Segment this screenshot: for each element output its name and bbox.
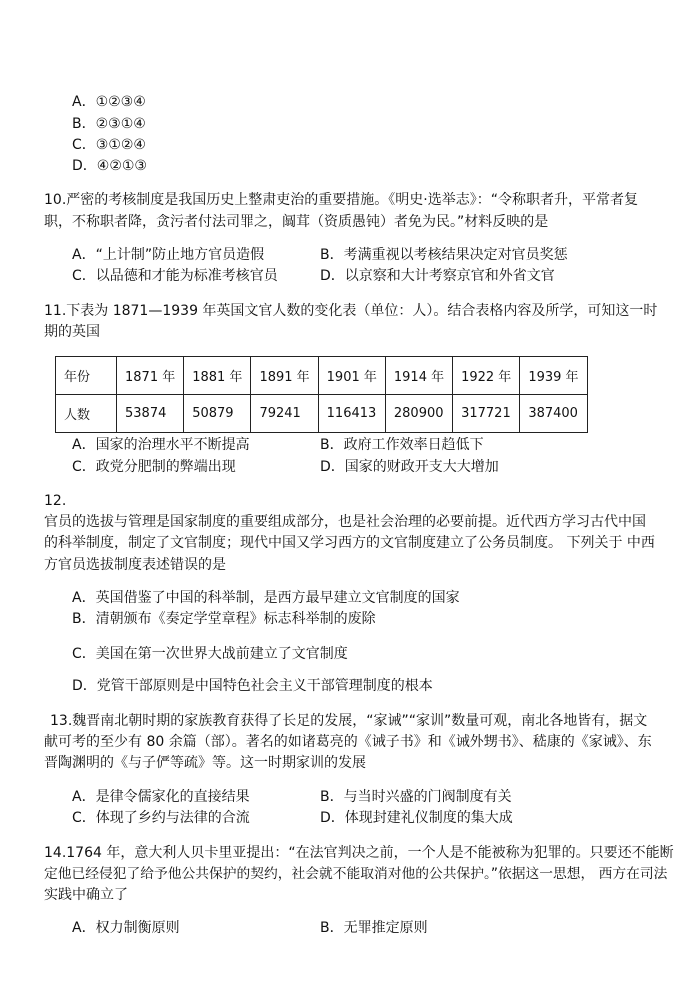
table-cell-count: 50879: [184, 395, 251, 433]
q13-option-c: C．体现了乡约与法律的合流: [72, 810, 250, 826]
table-row-counts: [56, 395, 588, 433]
table-cell-year: 1901 年: [318, 357, 385, 395]
q12-option-a: A．英国借鉴了中国的科举制，是西方最早建立文官制度的国家: [72, 590, 460, 606]
q10-stem-line1: 10.严密的考核制度是我国历史上整肃吏治的重要措施。《明史·选举志》：“令称职者升，平常者复: [44, 192, 638, 208]
q14-option-b: B．无罪推定原则: [320, 920, 428, 936]
table-cell-count: 116413: [318, 395, 385, 433]
table-cell-year: 1881 年: [184, 357, 251, 395]
q12-option-d: D．党管干部原则是中国特色社会主义干部管理制度的根本: [72, 678, 433, 694]
q12-option-b: B．清朝颁布《奏定学堂章程》标志科举制的废除: [72, 611, 376, 627]
civil-servant-table: [55, 356, 588, 433]
q10-option-a: A．“上计制”防止地方官员造假: [72, 247, 265, 263]
q11-option-c: C．政党分肥制的弊端出现: [72, 459, 236, 475]
table-header-year: 年份: [56, 357, 117, 395]
q14-stem-line1: 14.1764 年，意大利人贝卡里亚提出：“在法官判决之前，一个人是不能被称为犯罪的。只要还不能断: [44, 845, 674, 861]
table-cell-year: 1939 年: [520, 357, 587, 395]
table-cell-year: 1914 年: [385, 357, 452, 395]
q9-option-a: A．①②③④: [72, 94, 146, 110]
q13-option-d: D．体现封建礼仪制度的集大成: [320, 810, 513, 826]
q14-stem-line2: 定他已经侵犯了给予他公共保护的契约，社会就不能取消对他的公共保护。”依据这一思想， 西方在司法: [44, 866, 668, 882]
table-cell-count: 79241: [251, 395, 318, 433]
q13-option-a: A．是律令儒家化的直接结果: [72, 789, 250, 805]
q12-stem-line2: 的科举制度，制定了文官制度；现代中国又学习西方的文官制度建立了公务员制度。 下列关于 中西: [44, 535, 655, 551]
table-cell-year: 1891 年: [251, 357, 318, 395]
table-cell-count: 317721: [453, 395, 520, 433]
table-cell-count: 280900: [385, 395, 452, 433]
table-cell-year: 1922 年: [453, 357, 520, 395]
q12-stem-line3: 方官员选拔制度表述错误的是: [44, 557, 226, 573]
q11-option-d: D．国家的财政开支大大增加: [320, 459, 499, 475]
q13-stem-line3: 晋陶渊明的《与子俨等疏》等。这一时期家训的发展: [44, 755, 366, 771]
q13-option-b: B．与当时兴盛的门阀制度有关: [320, 789, 512, 805]
q12-number: 12.: [44, 493, 67, 509]
q10-option-d: D．以京察和大计考察京官和外省文官: [320, 268, 555, 284]
q11-stem-line1: 11.下表为 1871—1939 年英国文官人数的变化表（单位：人）。结合表格内容及所学，可知这一时: [44, 303, 658, 319]
q13-stem-line1: 13.魏晋南北朝时期的家族教育获得了长足的发展，“家诫”“家训”数量可观，南北各地皆有，据文: [50, 713, 648, 729]
q9-option-b: B．②③①④: [72, 116, 146, 132]
table-cell-count: 53874: [117, 395, 184, 433]
table-header-count: 人数: [56, 395, 117, 433]
q10-option-c: C．以品德和才能为标准考核官员: [72, 268, 278, 284]
table-row-years: [56, 357, 588, 395]
table-cell-count: 387400: [520, 395, 587, 433]
q9-option-d: D．④②①③: [72, 158, 147, 174]
q11-option-b: B．政府工作效率日趋低下: [320, 437, 484, 453]
q12-option-c: C．美国在第一次世界大战前建立了文官制度: [72, 646, 348, 662]
q14-option-a: A．权力制衡原则: [72, 920, 180, 936]
table-cell-year: 1871 年: [117, 357, 184, 395]
q9-option-c: C．③①②④: [72, 137, 146, 153]
q13-stem-line2: 献可考的至少有 80 余篇（部）。著名的如诸葛亮的《诫子书》和《诫外甥书》、嵇康的《家诫》、东: [44, 734, 652, 750]
q10-stem-line2: 职，不称职者降，贪污者付法司罪之，阘茸（资质愚钝）者免为民。”材料反映的是: [44, 214, 549, 230]
q10-option-b: B．考满重视以考核结果决定对官员奖惩: [320, 247, 568, 263]
q11-stem-line2: 期的英国: [44, 324, 100, 340]
q11-option-a: A．国家的治理水平不断提高: [72, 437, 250, 453]
q14-stem-line3: 实践中确立了: [44, 887, 128, 903]
q12-stem-line1: 官员的选拔与管理是国家制度的重要组成部分，也是社会治理的必要前提。近代西方学习古代中国: [44, 514, 646, 530]
